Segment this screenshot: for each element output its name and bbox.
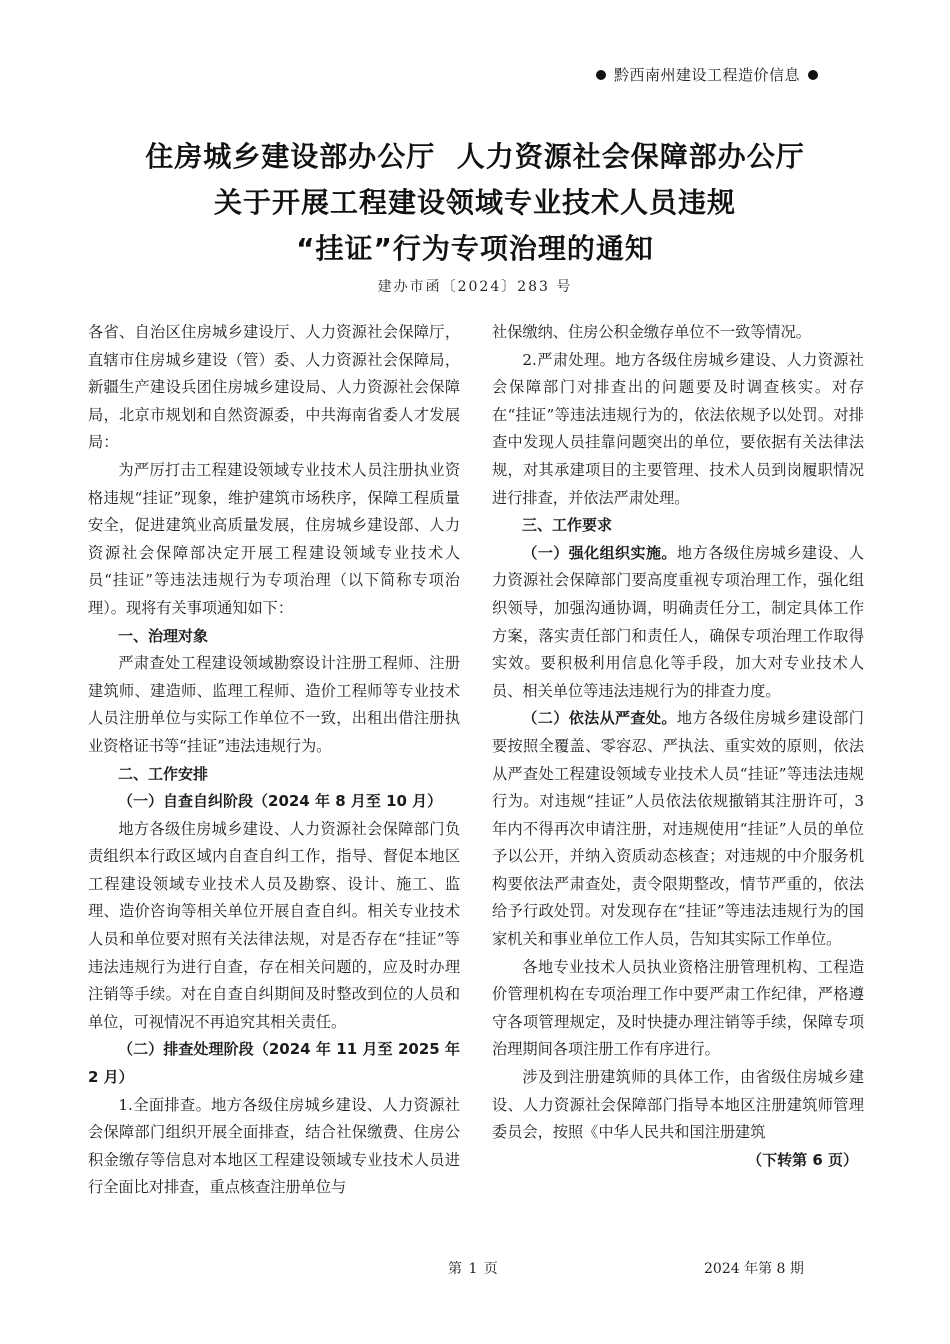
section-3-sub1 [492,540,864,706]
section-2-sub1-body: 地方各级住房城乡建设、人力资源社会保障部门负责组织本行政区域内自查自纠工作，指导、督促本地区工程建设领域专业技术人员及勘察、设计、施工、监理、造价咨询等相关单位开展自查自纠。相关专业技术人员和单位要对照有关法律法规，对是否存在“挂证”等违法违规行为进行自查，存在相关问题的，应及时办理注销等手续。对在自查自纠期间及时整改到位的人员和单位，可视情况不再追究其相关责任。 [88,819,460,1031]
title-line-3: “挂证”行为专项治理的通知 [296,232,654,265]
intro-paragraph: 为严厉打击工程建设领域专业技术人员注册执业资格违规“挂证”现象，维护建筑市场秩序，保障工程质量安全，促进建筑业高质量发展，住房城乡建设部、人力资源社会保障部决定开展工程建设领域专业技术人员“挂证”等违法违规行为专项治理（以下简称专项治理）。现将有关事项通知如下： [88,460,460,617]
left-column [88,319,460,1202]
bullet-right-icon [808,70,818,80]
architects-paragraph: 涉及到注册建筑师的具体工作，由省级住房城乡建设、人力资源社会保障部门指导本地区注册建筑师管理委员会，按照《中华人民共和国注册建筑 [492,1068,864,1142]
document-title [0,134,950,272]
page-number: 第 1 页 [448,1261,499,1277]
continued-note: （下转第 6 页） [747,1150,858,1169]
section-2-heading: 二、工作安排 [118,764,209,783]
title-line-2: 关于开展工程建设领域专业技术人员违规 [213,186,736,219]
section-2-sub2-heading: （二）排查处理阶段（2024 年 11 月至 2025 年 2 月） [88,1040,460,1087]
section-3-heading: 三、工作要求 [522,516,613,535]
section-2-sub1-heading: （一）自查自纠阶段（2024 年 8 月至 10 月） [118,792,443,811]
section-1-body: 严肃查处工程建设领域勘察设计注册工程师、注册建筑师、建造师、监理工程师、造价工程师等专业技术人员注册单位与实际工作单位不一致，出租出借注册执业资格证书等“挂证”违法违规行为。 [88,654,460,755]
section-3-sub1-lead: （一）强化组织实施。 [522,543,677,562]
section-2-sub2-item2: 2.严肃处理。地方各级住房城乡建设、人力资源社会保障部门对排查出的问题要及时调查核实。对存在“挂证”等违法违规行为的，依法依规予以处罚。对排查中发现人员挂靠问题突出的单位，要依据有关法律法规，对其承建项目的主要管理、技术人员到岗履职情况进行排查，并依法严肃处理。 [492,350,864,507]
addressees: 各省、自治区住房城乡建设厅、人力资源社会保障厅，直辖市住房城乡建设（管）委、人力资源社会保障局，新疆生产建设兵团住房城乡建设局、人力资源社会保障局，北京市规划和自然资源委，中共海南省委人才发展局： [88,323,460,452]
publication-header [588,64,826,85]
document-number: 建办市函〔2024〕283 号 [377,279,573,295]
continuation-text: 社保缴纳、住房公积金缴存单位不一致等情况。 [492,323,811,341]
section-3-sub2 [492,705,864,953]
issue-number: 2024 年第 8 期 [704,1261,804,1277]
right-column [492,319,864,1174]
title-line-1: 住房城乡建设部办公厅 人力资源社会保障部办公厅 [145,140,805,173]
section-3-sub1-body: 地方各级住房城乡建设、人力资源社会保障部门要高度重视专项治理工作，强化组织领导，加强沟通协调，明确责任分工，制定具体工作方案，落实责任部门和责任人，确保专项治理工作取得实效。要积极利用信息化等手段，加大对专业技术人员、相关单位等违法违规行为的排查力度。 [492,543,864,700]
section-1-heading: 一、治理对象 [118,626,209,645]
publication-name: 黔西南州建设工程造价信息 [613,66,800,84]
section-2-sub2-item1: 1.全面排查。地方各级住房城乡建设、人力资源社会保障部门组织开展全面排查，结合社保缴费、住房公积金缴存等信息对本地区工程建设领域专业技术人员进行全面比对排查，重点核查注册单位与 [88,1095,460,1197]
section-3-sub2-lead: （二）依法从严查处。 [522,709,677,728]
registration-paragraph: 各地专业技术人员执业资格注册管理机构、工程造价管理机构在专项治理工作中要严肃工作纪律，严格遵守各项管理规定，及时快捷办理注销等手续，保障专项治理期间各项注册工作有序进行。 [492,957,864,1059]
section-3-sub2-body: 地方各级住房城乡建设部门要按照全覆盖、零容忍、严执法、重实效的原则，依法从严查处工程建设领域专业技术人员“挂证”等违法违规行为。对违规“挂证”人员依法依规撤销其注册许可，3 年内不得再次申请注册，对违规使用“挂证”人员的单位予以公开，并纳入资质动态核查；对违规的中介服务机构要依法严肃查处，责令限期整改，情节严重的，依法给予行政处罚。对发现存在“挂证”等违法违规行为的国家机关和事业单位工作人员，告知其实际工作单位。 [492,709,864,949]
bullet-left-icon [596,70,606,80]
